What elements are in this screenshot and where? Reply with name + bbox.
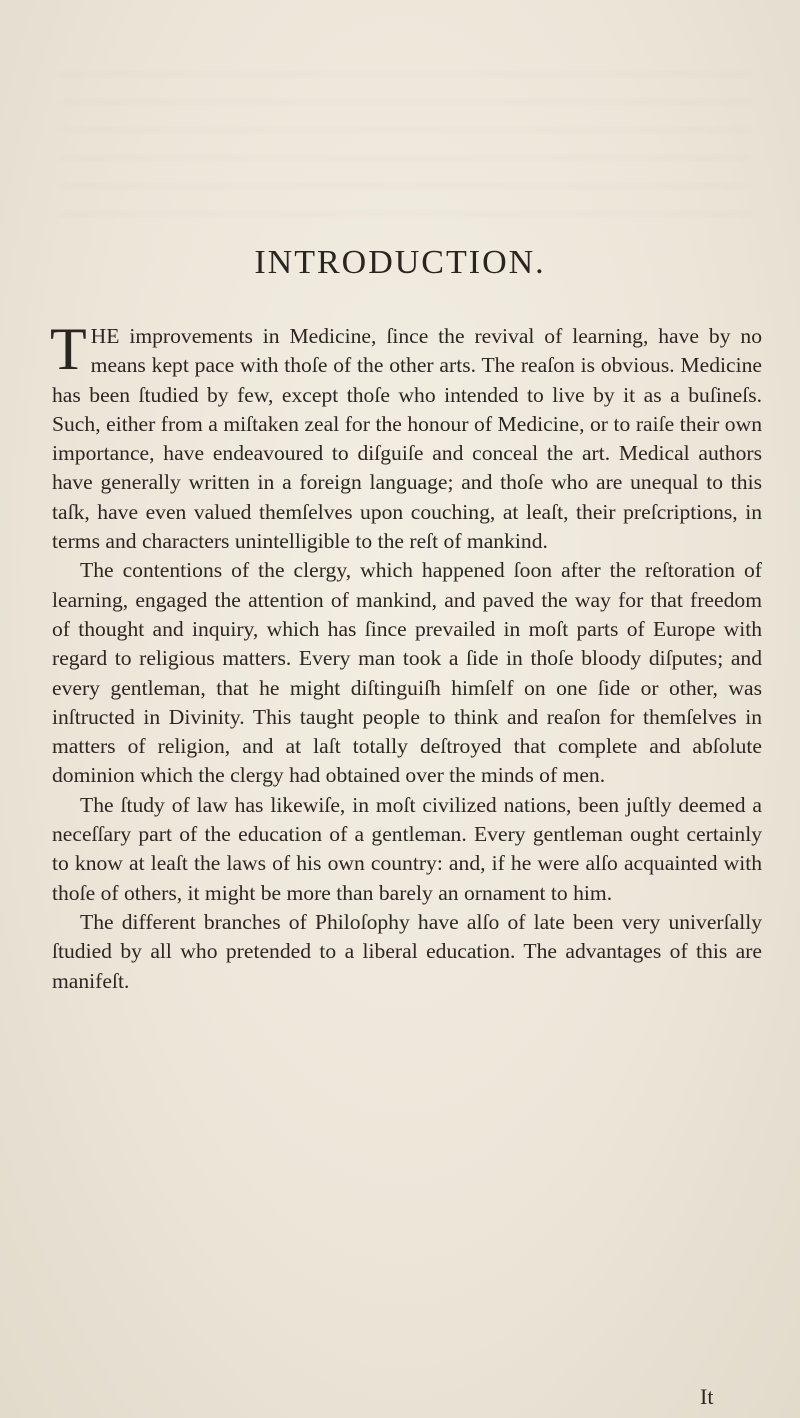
drop-cap: T: [50, 316, 87, 382]
paragraph-4: The different branches of Philoſophy have alſo of late been very univerſally ſtudied by all who pretended to a liberal education. The advantages of this are manifeſt.: [52, 909, 762, 993]
paragraph-1-text: HE improvements in Medicine, ſince the revival of learning, have by no means kept pace with thoſe of the other arts. The reaſon is obvious. Medicine has been ſtudied by few, except thoſe who intended to live by it as a buſineſs. Such, either from a miſtaken zeal for the honour of Medicine, or to raiſe their own importance, have endeavoured to diſguiſe and conceal the art. Medical authors have generally written in a foreign language; and thoſe who are unequal to this taſk, have even valued themſelves upon couching, at leaſt, their preſcriptions, in terms and characters unintelligible to the reſt of mankind.: [52, 324, 762, 554]
paragraph-3: The ſtudy of law has likewiſe, in moſt civilized nations, been juſtly deemed a neceſſary part of the education of a gentleman. Every gentleman ought certainly to know at leaſt the laws of his own country: and, if he were alſo acquainted with thoſe of others, it might be more than barely an ornament to him.: [52, 792, 762, 905]
catchword: It: [700, 1384, 714, 1409]
paragraph-2: The contentions of the clergy, which happened ſoon after the reſtoration of learning, engaged the attention of mankind, and paved the way for that freedom of thought and inquiry, which has ſince prevailed in moſt parts of Europe with regard to religious matters. Every man took a ſide in thoſe bloody diſputes; and every gentleman, that he might diſtinguiſh himſelf on one ſide or other, was inſtructed in Divinity. This taught people to think and reaſon for themſelves in matters of religion, and at laſt totally deſtroyed that complete and abſolute dominion which the clergy had obtained over the minds of men.: [52, 558, 762, 788]
chapter-heading: INTRODUCTION.: [254, 244, 546, 281]
body-text: [50, 316, 762, 996]
show-through-text: [60, 55, 750, 215]
paragraph-1: [50, 316, 762, 556]
